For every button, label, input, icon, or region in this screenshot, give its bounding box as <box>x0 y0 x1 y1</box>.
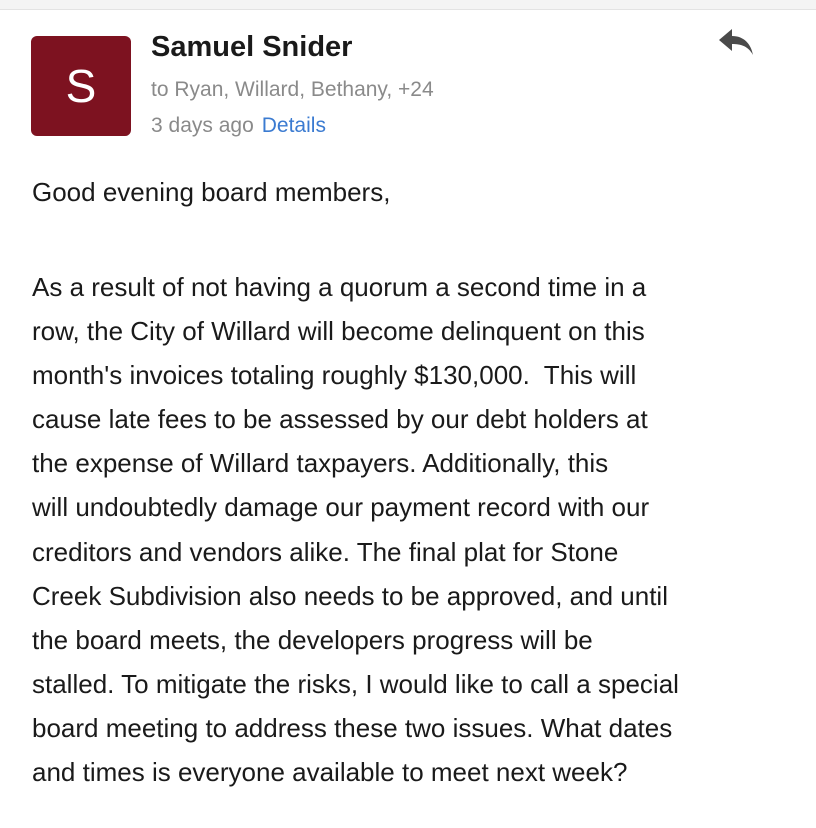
message-body-line: board meeting to address these two issues. What dates <box>32 712 673 743</box>
sender-name: Samuel Snider <box>151 31 353 63</box>
message-body <box>32 265 802 794</box>
message-body-line: and times is everyone available to meet next week? <box>32 757 628 788</box>
message-meta <box>151 114 326 138</box>
avatar <box>31 36 131 136</box>
message-body-line: will undoubtedly damage our payment record with our <box>32 492 650 523</box>
message-body-line: cause late fees to be assessed by our debt holders at <box>32 404 648 435</box>
timestamp: 3 days ago <box>151 114 254 137</box>
reply-arrow-icon <box>717 27 755 57</box>
details-link[interactable]: Details <box>261 114 326 137</box>
recipients-line: to Ryan, Willard, Bethany, +24 <box>151 78 434 101</box>
message-body-line: row, the City of Willard will become delinquent on this <box>32 316 645 347</box>
avatar-letter: S <box>65 60 97 112</box>
message-body-line: stalled. To mitigate the risks, I would like to call a special <box>32 668 679 699</box>
message-body-line: Creek Subdivision also needs to be approved, and until <box>32 580 668 611</box>
message-greeting: Good evening board members, <box>32 177 391 207</box>
message-body-line: the board meets, the developers progress will be <box>32 624 593 655</box>
reply-button[interactable] <box>712 22 760 62</box>
message-body-line: the expense of Willard taxpayers. Additionally, this <box>32 448 609 479</box>
message-body-line: creditors and vendors alike. The final plat for Stone <box>32 536 619 567</box>
message-body-line: month's invoices totaling roughly $130,000. This will <box>32 360 637 391</box>
message-body-line: As a result of not having a quorum a second time in a <box>32 272 647 302</box>
top-divider <box>0 0 816 10</box>
